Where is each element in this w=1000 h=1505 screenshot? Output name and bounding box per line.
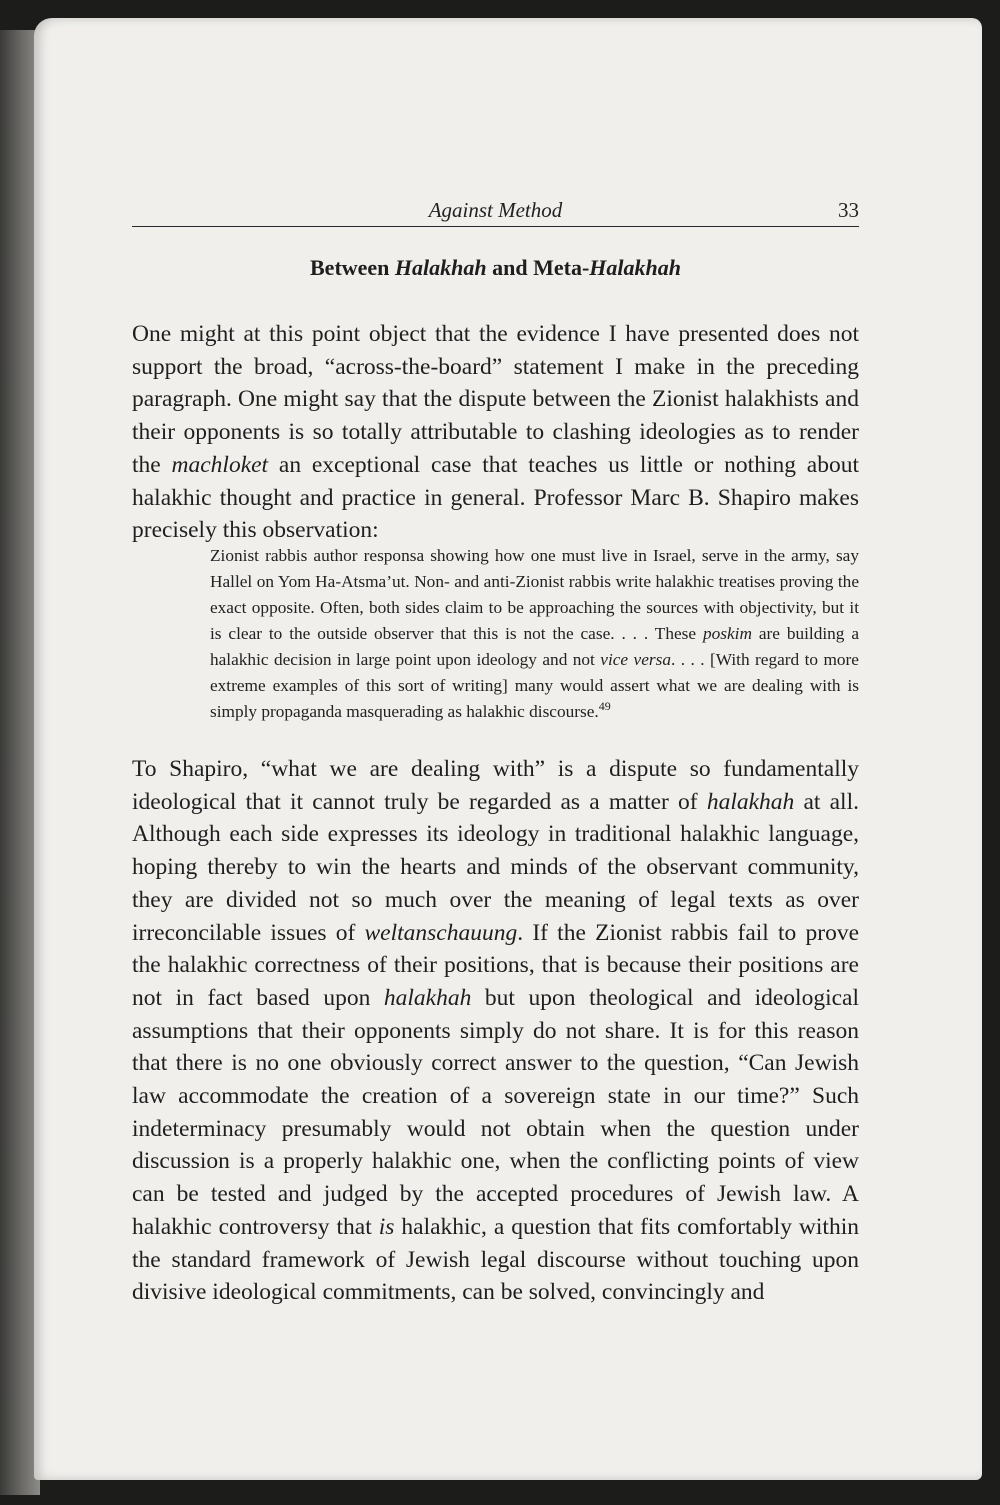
quote-s3: are building a halakhic decision in large point upon ideology and not [210, 624, 859, 669]
italic-term-weltanschauung: weltanschauung [364, 919, 518, 946]
paragraph-shapiro-s7: but upon theological and ideological assumptions that their opponents simply do not share. It is for this reason that there is no one obviously correct answer to the question, “Can Jewish law accommodate the creation of a sovereign state in our time?” Such indeterminacy presumably would not obtain when the question under discussion is a properly halakhic one, when the conflicting points of view can be tested and judged by the accepted procedures of Jewish law. A halakhic controversy that [132, 984, 859, 1240]
section-heading-part1: Between [310, 255, 395, 280]
footnote-reference: 49 [598, 699, 611, 714]
section-heading-term2: Halakhah [589, 255, 681, 280]
quote-s1: Zionist rabbis author responsa showing how one must live in Israel, serve in the army, say Hallel on Yom Ha-Atsma’ut. Non- and anti-Zionist rabbis write halakhic treatises proving the exact opposite. Often, both sides claim to be approaching the sources with objectivity, but it is clear to the outside observer that this is not the case. . . . These [210, 546, 859, 643]
italic-term-poskim: poskim [702, 624, 752, 643]
italic-term-halakhah-2: halakhah [383, 984, 472, 1011]
italic-term-halakhah-1: halakhah [706, 788, 795, 815]
paragraph-shapiro-s3: at all. Although each side expresses its ideology in traditional halakhic language, hoping thereby to win the hearts and minds of the observant community, they are divided not so much over the meaning of legal texts as over irreconcilable issues of [132, 788, 859, 946]
section-heading-part3: and Meta- [486, 255, 590, 280]
italic-term-vice-versa: vice versa [600, 650, 671, 669]
running-head [132, 194, 859, 227]
running-head-title: Against Method [428, 198, 563, 222]
paragraph-shapiro-s5: . If the Zionist rabbis fail to prove the halakhic correctness of their positions, that is because their positions are not in fact based upon [132, 919, 860, 1011]
page-number: 33 [838, 198, 859, 222]
italic-term-machloket: machloket [171, 451, 269, 478]
paragraph-shapiro-s1: To Shapiro, “what we are dealing with” is a dispute so fundamentally ideological that it cannot truly be regarded as a matter of [132, 756, 859, 815]
section-heading [132, 255, 859, 281]
paragraph-shapiro-s9: halakhic, a question that fits comfortably within the standard framework of Jewish legal discourse without touching upon divisive ideological commitments, can be solved, convincingly and [132, 1213, 859, 1306]
paragraph-intro-s1: One might at this point object that the evidence I have presented does not support the broad, “across-the-board” statement I make in the preceding paragraph. One might say that the dispute between the Zionist halakhists and their opponents is so totally attributable to clashing ideologies as to render the [132, 321, 859, 478]
block-quotation [210, 543, 859, 725]
paragraph-intro-s3: an exceptional case that teaches us little or nothing about halakhic thought and practice in general. Professor Marc B. Shapiro makes precisely this observation: [132, 451, 859, 544]
italic-term-is: is [378, 1213, 395, 1240]
paragraph-intro [132, 318, 859, 547]
paragraph-shapiro [132, 753, 859, 1309]
quote-s5: . . . . [With regard to more extreme examples of this sort of writing] many would assert what we are dealing with is simply propaganda masquerading as halakhic discourse. [210, 650, 859, 721]
section-heading-term1: Halakhah [394, 255, 487, 280]
